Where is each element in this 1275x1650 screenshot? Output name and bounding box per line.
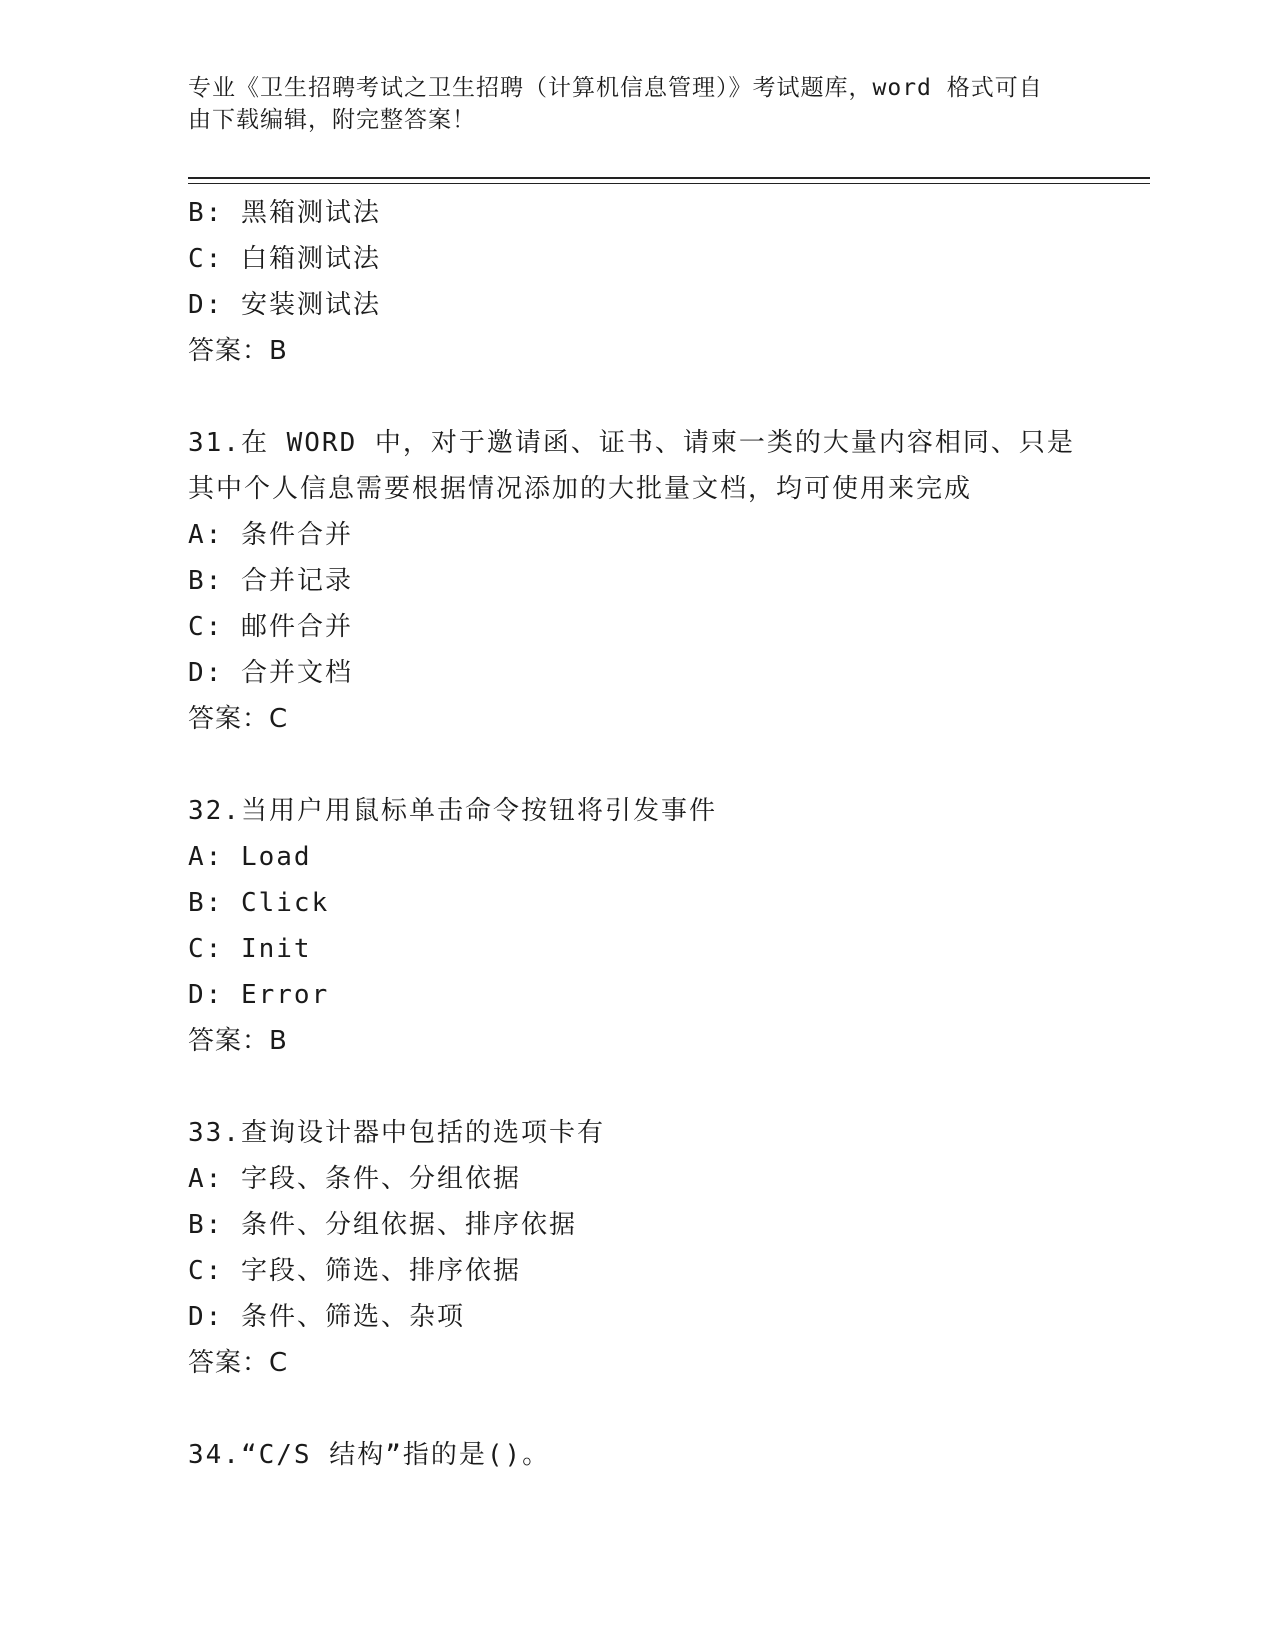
option-c: C: 邮件合并	[188, 612, 353, 642]
question-text: 31.在 WORD 中，对于邀请函、证书、请柬一类的大量内容相同、只是	[188, 428, 1075, 458]
question-text: 34.“C/S 结构”指的是()。	[188, 1440, 551, 1470]
option-d: D: 条件、筛选、杂项	[188, 1302, 465, 1332]
document-header	[188, 72, 1068, 136]
option-a: A: 字段、条件、分组依据	[188, 1164, 521, 1194]
option-b: B: 合并记录	[188, 566, 353, 596]
spacer	[188, 1064, 1088, 1110]
header-line-1: 专业《卫生招聘考试之卫生招聘（计算机信息管理）》考试题库，word 格式可自	[188, 75, 1043, 101]
carry-over-question	[188, 190, 1088, 374]
option-a: A: 条件合并	[188, 520, 353, 550]
question-31	[188, 420, 1088, 742]
header-rule-thin	[188, 183, 1150, 184]
option-d: D: Error	[188, 980, 330, 1010]
option-b: B: 条件、分组依据、排序依据	[188, 1210, 577, 1240]
question-34	[188, 1432, 1088, 1478]
question-text: 33.查询设计器中包括的选项卡有	[188, 1118, 605, 1148]
question-text: 其中个人信息需要根据情况添加的大批量文档，均可使用来完成	[188, 474, 973, 504]
question-text: 32.当用户用鼠标单击命令按钮将引发事件	[188, 796, 717, 826]
spacer	[188, 1386, 1088, 1432]
option-a: A: Load	[188, 842, 312, 872]
answer-line: 答案：B	[188, 336, 288, 366]
question-32	[188, 788, 1088, 1064]
header-line-2: 由下载编辑，附完整答案！	[188, 107, 476, 133]
option-c: C: 字段、筛选、排序依据	[188, 1256, 521, 1286]
answer-line: 答案：C	[188, 1348, 289, 1378]
option-c: C: 白箱测试法	[188, 244, 381, 274]
spacer	[188, 374, 1088, 420]
option-d: D: 合并文档	[188, 658, 353, 688]
option-b: B: 黑箱测试法	[188, 198, 381, 228]
answer-line: 答案：C	[188, 704, 289, 734]
header-rule-thick	[188, 177, 1150, 179]
question-33	[188, 1110, 1088, 1386]
option-c: C: Init	[188, 934, 312, 964]
spacer	[188, 742, 1088, 788]
answer-line: 答案：B	[188, 1026, 288, 1056]
option-d: D: 安装测试法	[188, 290, 381, 320]
question-list	[188, 190, 1088, 1478]
option-b: B: Click	[188, 888, 330, 918]
